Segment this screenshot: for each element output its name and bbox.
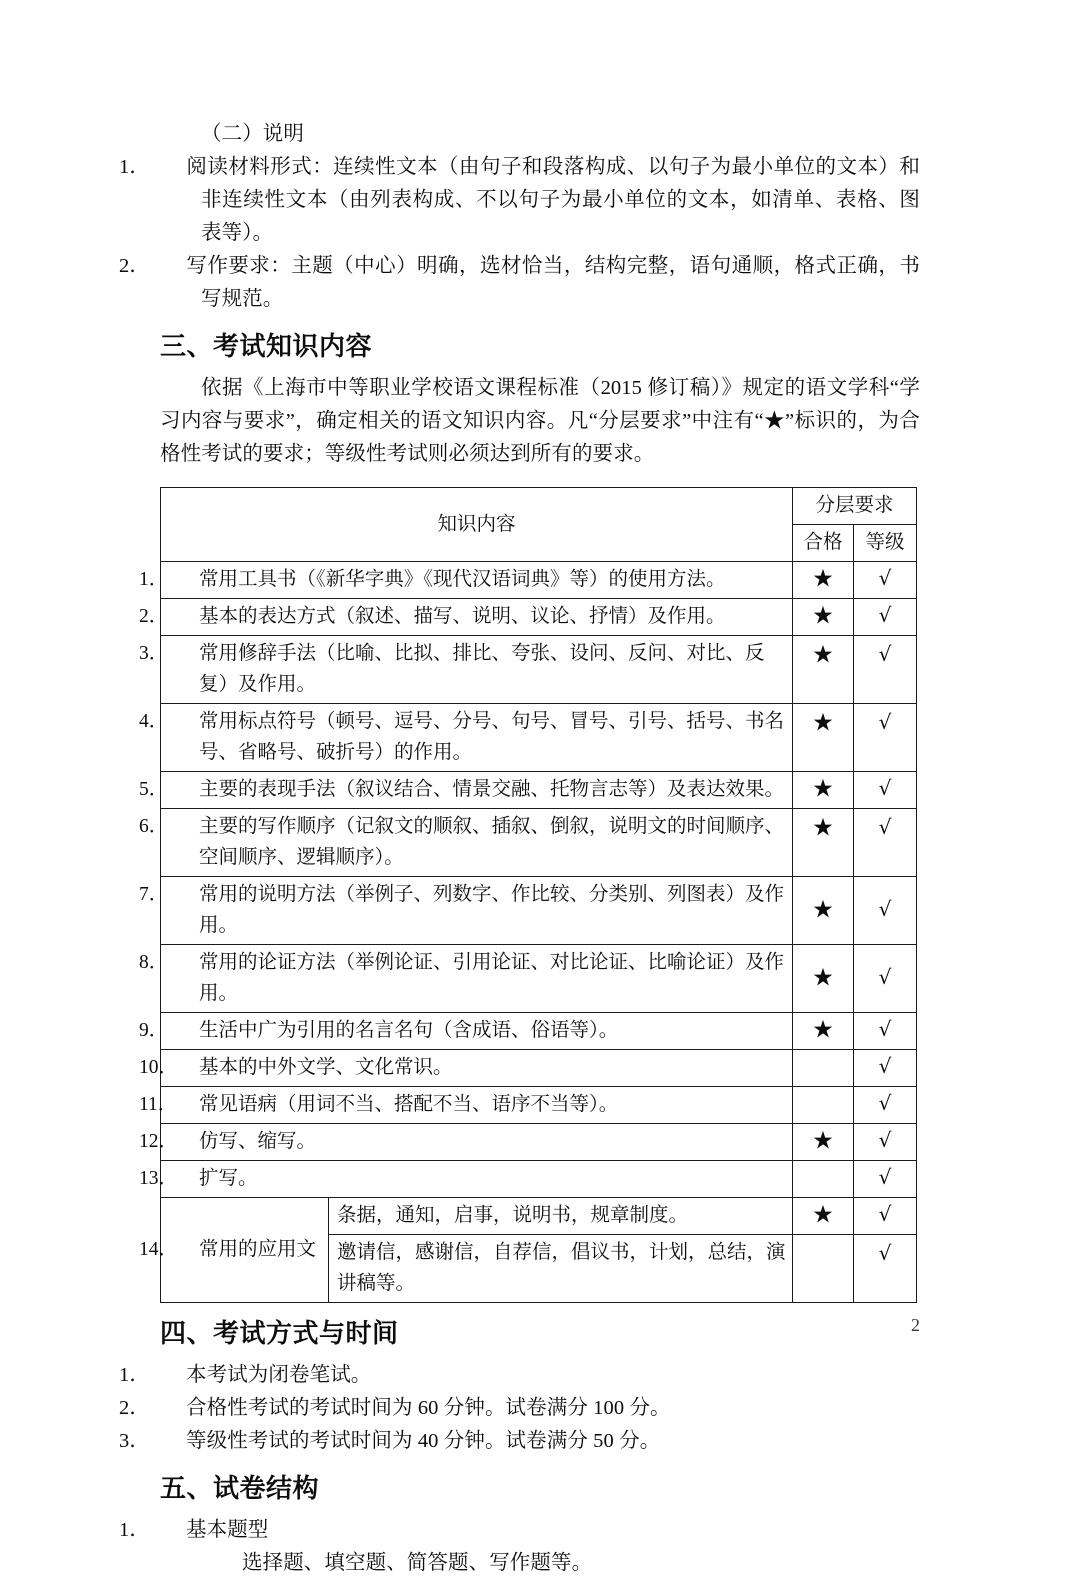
header-grade-level: 等级 (853, 525, 916, 562)
table-row (161, 1013, 917, 1050)
row-grade-mark: √ (853, 704, 916, 772)
row-pass-mark: ★ (792, 877, 853, 945)
note-item-1-text: 阅读材料形式：连续性文本（由句子和段落构成、以句子为最小单位的文本）和非连续性文本（由列表构成、不以句子为最小单位的文本，如清单、表格、图表等）。 (186, 156, 920, 244)
knowledge-content-table (139, 487, 917, 1303)
section-four-item-3-text: 等级性考试的考试时间为 40 分钟。试卷满分 50 分。 (186, 1430, 661, 1452)
row-grade-mark: √ (853, 1161, 916, 1198)
section-five-item-1-number: 1． (119, 1519, 150, 1541)
table-row (161, 599, 917, 636)
row-grade-mark: √ (853, 1013, 916, 1050)
table-row (161, 877, 917, 945)
row-index: 6． (139, 816, 169, 837)
row-text: 常见语病（用词不当、搭配不当、语序不当等）。 (199, 1094, 619, 1115)
row-pass-mark: ★ (792, 772, 853, 809)
header-pass-level: 合格 (792, 525, 853, 562)
row-pass-mark (792, 1235, 853, 1303)
row-grade-mark: √ (853, 1198, 916, 1235)
row-content-cell (139, 809, 793, 877)
row-grade-mark: √ (853, 809, 916, 877)
table-header-row-top (161, 488, 917, 525)
section-heading-five: 五、试卷结构 (160, 1474, 320, 1504)
row-index: 11． (139, 1094, 178, 1115)
row-grade-mark: √ (853, 772, 916, 809)
row-text: 生活中广为引用的名言名句（含成语、俗语等）。 (199, 1020, 619, 1041)
row-content-cell (139, 1087, 793, 1124)
header-knowledge-content: 知识内容 (161, 488, 793, 562)
row-index: 9． (139, 1020, 169, 1041)
row-content-cell (139, 945, 793, 1013)
section-four-item-1 (119, 1359, 920, 1392)
row-grade-mark: √ (853, 599, 916, 636)
note-item-2 (119, 250, 920, 316)
row-index: 13． (139, 1168, 179, 1189)
table-body (139, 562, 917, 1303)
row-content-cell (139, 562, 793, 599)
row-index: 4． (139, 711, 169, 732)
table-row (161, 1198, 917, 1235)
table-row (161, 704, 917, 772)
row-index: 10． (139, 1057, 179, 1078)
section-four-item-2-number: 2． (119, 1397, 150, 1419)
subsection-heading-note: （二）说明 (201, 123, 304, 145)
row14-label: 常用的应用文 (199, 1239, 317, 1260)
row-text: 常用的说明方法（举例子、列数字、作比较、分类别、列图表）及作用。 (199, 884, 785, 936)
row-text: 基本的中外文学、文化常识。 (199, 1057, 453, 1078)
row-content-cell (139, 704, 793, 772)
table-row (161, 1087, 917, 1124)
table-row (161, 1124, 917, 1161)
table-row (161, 809, 917, 877)
row-index: 1． (139, 569, 169, 590)
note-item-2-number: 2． (119, 255, 150, 277)
section-four-item-2-text: 合格性考试的考试时间为 60 分钟。试卷满分 100 分。 (186, 1397, 671, 1419)
row-index: 14． (139, 1239, 179, 1260)
section-five-item-1 (119, 1514, 920, 1547)
row-pass-mark: ★ (792, 704, 853, 772)
row-text: 扩写。 (199, 1168, 258, 1189)
row-index: 8． (139, 952, 169, 973)
row-text: 主要的表现手法（叙议结合、情景交融、托物言志等）及表达效果。 (199, 779, 785, 800)
row-pass-mark: ★ (792, 809, 853, 877)
section-four-item-1-number: 1． (119, 1364, 150, 1386)
row-grade-mark: √ (853, 877, 916, 945)
row-pass-mark: ★ (792, 1013, 853, 1050)
row-content-cell (139, 1124, 793, 1161)
table-row (161, 1050, 917, 1087)
table-row (161, 772, 917, 809)
row-pass-mark (792, 1161, 853, 1198)
section-heading-four: 四、考试方式与时间 (160, 1319, 399, 1349)
section-four-item-3-number: 3． (119, 1430, 150, 1452)
row-grade-mark: √ (853, 1087, 916, 1124)
row-grade-mark: √ (853, 1050, 916, 1087)
row-index: 2． (139, 606, 169, 627)
row-pass-mark (792, 1050, 853, 1087)
row-grade-mark: √ (853, 1124, 916, 1161)
header-layered-requirement: 分层要求 (792, 488, 916, 525)
row-grade-mark: √ (853, 1235, 916, 1303)
note-item-1 (119, 151, 920, 250)
row14-subrow-text: 邀请信，感谢信，自荐信，倡议书，计划，总结，演讲稿等。 (329, 1235, 793, 1303)
row-content-cell (139, 599, 793, 636)
row-content-cell (139, 1050, 793, 1087)
row-content-cell (139, 772, 793, 809)
section-five-item-1-text: 基本题型 (186, 1519, 269, 1541)
row-text: 常用工具书（《新华字典》《现代汉语词典》等）的使用方法。 (199, 569, 726, 590)
section-five-subitem: 选择题、填空题、简答题、写作题等。 (242, 1552, 593, 1574)
note-item-2-text: 写作要求：主题（中心）明确，选材恰当，结构完整，语句通顺，格式正确，书写规范。 (186, 255, 920, 310)
row-content-cell (139, 1013, 793, 1050)
section-three-intro: 依据《上海市中等职业学校语文课程标准（2015 修订稿）》规定的语文学科“学习内容与要求”，确定相关的语文知识内容。凡“分层要求”中注有“★”标识的，为合格性考试的要求；等级性考试则必须达到所有的要求。 (160, 377, 920, 465)
row14-label-cell (139, 1198, 329, 1303)
row-pass-mark: ★ (792, 562, 853, 599)
note-item-1-number: 1． (119, 156, 150, 178)
row-index: 7． (139, 884, 169, 905)
section-four-item-1-text: 本考试为闭卷笔试。 (186, 1364, 372, 1386)
table-row (161, 1161, 917, 1198)
row-index: 5． (139, 779, 169, 800)
row-content-cell (139, 877, 793, 945)
row-grade-mark: √ (853, 636, 916, 704)
row-pass-mark: ★ (792, 1198, 853, 1235)
table-row (161, 562, 917, 599)
row-text: 常用修辞手法（比喻、比拟、排比、夸张、设问、反问、对比、反复）及作用。 (199, 643, 765, 695)
row-text: 仿写、缩写。 (199, 1131, 317, 1152)
table-row (161, 636, 917, 704)
row-pass-mark: ★ (792, 599, 853, 636)
row-content-cell (139, 636, 793, 704)
row-text: 常用标点符号（顿号、逗号、分号、句号、冒号、引号、括号、书名号、省略号、破折号）的作用。 (199, 711, 785, 763)
section-heading-three: 三、考试知识内容 (160, 332, 373, 362)
row-pass-mark (792, 1087, 853, 1124)
row-index: 3． (139, 643, 169, 664)
table-row (161, 945, 917, 1013)
row-pass-mark: ★ (792, 636, 853, 704)
document-page (119, 0, 920, 1574)
row-text: 主要的写作顺序（记叙文的顺叙、插叙、倒叙，说明文的时间顺序、空间顺序、逻辑顺序）。 (199, 816, 785, 868)
row-grade-mark: √ (853, 945, 916, 1013)
row-pass-mark: ★ (792, 1124, 853, 1161)
row-index: 12． (139, 1131, 179, 1152)
row-pass-mark: ★ (792, 945, 853, 1013)
section-four-item-3 (119, 1425, 920, 1458)
row14-subrow-text: 条据，通知，启事，说明书，规章制度。 (329, 1198, 793, 1235)
page-number: 2 (911, 1315, 920, 1335)
row-text: 常用的论证方法（举例论证、引用论证、对比论证、比喻论证）及作用。 (199, 952, 785, 1004)
row-grade-mark: √ (853, 562, 916, 599)
row-text: 基本的表达方式（叙述、描写、说明、议论、抒情）及作用。 (199, 606, 726, 627)
row-content-cell (139, 1161, 793, 1198)
